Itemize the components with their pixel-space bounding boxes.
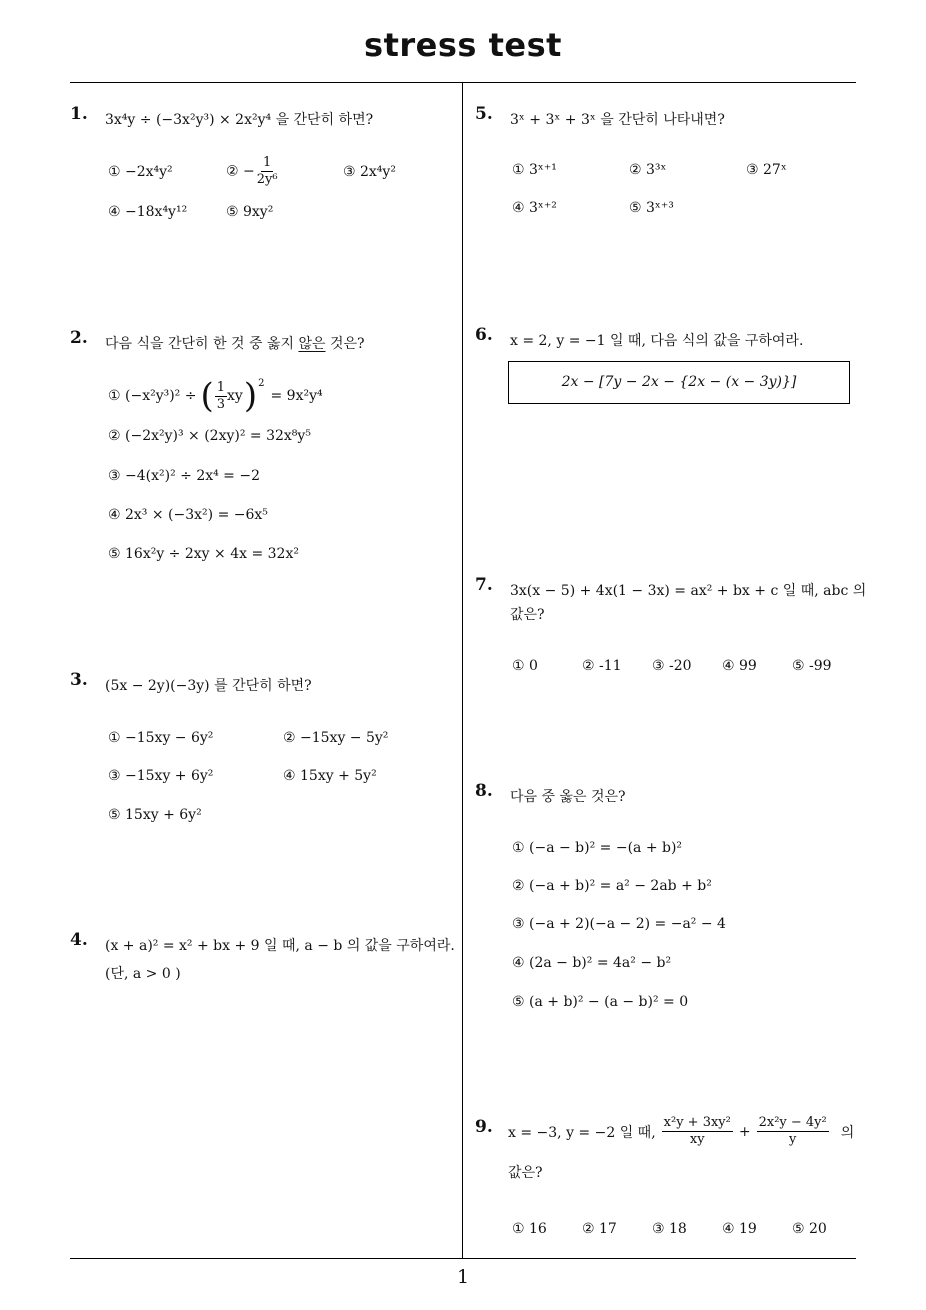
choice-3[interactable]: ③ 27ˣ [746, 162, 787, 178]
text-part: 의 [840, 1124, 855, 1141]
text-part: x = −3, y = −2 일 때, [508, 1124, 656, 1141]
exponent: 2 [258, 378, 265, 389]
question-text: 3x(x − 5) + 4x(1 − 3x) = ax² + bx + c 일 때, abc 의 [510, 583, 867, 599]
choice-1[interactable] [108, 376, 323, 416]
question-text [105, 330, 365, 358]
numerator: 1 [263, 155, 272, 170]
minus-sign: − [243, 163, 255, 180]
choice-4[interactable]: ④ (2a − b)² = 4a² − b² [512, 955, 672, 971]
expression-box: 2x − [7y − 2x − {2x − (x − 3y)}] [508, 361, 850, 404]
choice-3[interactable]: ③ −15xy + 6y² [108, 768, 214, 784]
text-part: 다음 식을 간단히 한 것 중 옳지 [105, 336, 299, 352]
question-number: 9. [475, 1117, 493, 1137]
numerator: 1 [216, 379, 226, 395]
question-text: 다음 중 옳은 것은? [510, 789, 626, 805]
choice-5[interactable]: ⑤ (a + b)² − (a − b)² = 0 [512, 994, 689, 1010]
left-paren: ( [200, 376, 214, 416]
choice-3[interactable]: ③ 2x⁴y² [343, 164, 396, 180]
choice-5[interactable]: ⑤ 20 [792, 1221, 827, 1237]
choice-2[interactable]: ② (−a + b)² = a² − 2ab + b² [512, 878, 712, 894]
fraction-2 [757, 1115, 829, 1148]
choice-1[interactable]: ① 16 [512, 1221, 547, 1237]
question-number: 6. [475, 325, 493, 345]
expr-part: = 9x²y⁴ [270, 388, 323, 404]
question-text: (5x − 2y)(−3y) 를 간단히 하면? [105, 678, 312, 694]
choice-3[interactable]: ③ -20 [652, 658, 692, 674]
choice-4[interactable]: ④ 99 [722, 658, 757, 674]
plus-sign: + [738, 1123, 751, 1140]
question-number: 7. [475, 575, 493, 595]
choice-5[interactable]: ⑤ 16x²y ÷ 2xy × 4x = 32x² [108, 546, 299, 562]
choice-3[interactable]: ③ 18 [652, 1221, 687, 1237]
choice-2[interactable]: ② 17 [582, 1221, 617, 1237]
denominator: xy [689, 1132, 705, 1147]
question-text: x = 2, y = −1 일 때, 다음 식의 값을 구하여라. [510, 333, 804, 349]
choice-1[interactable]: ① −15xy − 6y² [108, 730, 214, 746]
numerator: 2x²y − 4y² [758, 1115, 827, 1130]
choice-1[interactable]: ① 0 [512, 658, 538, 674]
choice-5[interactable]: ⑤ -99 [792, 658, 832, 674]
question-number: 1. [70, 104, 88, 124]
fraction [255, 155, 280, 188]
choice-5[interactable]: ⑤ 3ˣ⁺³ [629, 200, 674, 216]
question-number: 3. [70, 670, 88, 690]
page-number: 1 [456, 1266, 470, 1288]
choice-4[interactable]: ④ 15xy + 5y² [283, 768, 377, 784]
denominator: y [788, 1132, 797, 1147]
choice-4[interactable]: ④ 3ˣ⁺² [512, 200, 557, 216]
question-text-cont: 값은? [508, 1165, 543, 1181]
choice-5[interactable]: ⑤ 15xy + 6y² [108, 807, 202, 823]
fraction-1 [662, 1115, 733, 1148]
right-paren: ) [243, 376, 258, 416]
footer-rule [70, 1258, 856, 1259]
page-title: stress test [364, 26, 562, 64]
choice-3[interactable]: ③ (−a + 2)(−a − 2) = −a² − 4 [512, 916, 726, 932]
question-text [508, 1115, 854, 1148]
choice-4[interactable]: ④ 2x³ × (−3x²) = −6x⁵ [108, 507, 268, 523]
choice-2[interactable]: ② −15xy − 5y² [283, 730, 389, 746]
expr-part: xy [227, 388, 243, 404]
expr-part: ① (−x²y³)² ÷ [108, 388, 197, 404]
header-rule [70, 82, 856, 83]
numerator: x²y + 3xy² [663, 1115, 731, 1130]
choice-4[interactable]: ④ 19 [722, 1221, 757, 1237]
question-number: 5. [475, 104, 493, 124]
text-part: 것은? [325, 336, 365, 352]
question-text: 3x⁴y ÷ (−3x²y³) × 2x²y⁴ 을 간단히 하면? [105, 112, 374, 128]
question-number: 8. [475, 781, 493, 801]
question-note: (단, a > 0 ) [105, 966, 181, 982]
question-number: 2. [70, 328, 88, 348]
choice-2[interactable] [226, 155, 280, 188]
choice-2[interactable]: ② 3³ˣ [629, 162, 667, 178]
choice-1[interactable]: ① −2x⁴y² [108, 164, 173, 180]
choice-5[interactable]: ⑤ 9xy² [226, 204, 274, 220]
column-divider [462, 83, 463, 1259]
choice-3[interactable]: ③ −4(x²)² ÷ 2x⁴ = −2 [108, 468, 260, 484]
choice-marker: ② [226, 163, 239, 180]
question-text: (x + a)² = x² + bx + 9 일 때, a − b 의 값을 구하여라. [105, 938, 455, 954]
choice-2[interactable]: ② (−2x²y)³ × (2xy)² = 32x⁸y⁵ [108, 428, 311, 444]
question-text: 3ˣ + 3ˣ + 3ˣ 을 간단히 나타내면? [510, 112, 725, 128]
choice-4[interactable]: ④ −18x⁴y¹² [108, 204, 188, 220]
fraction [215, 380, 227, 413]
choice-1[interactable]: ① 3ˣ⁺¹ [512, 162, 557, 178]
question-text-cont: 값은? [510, 607, 545, 623]
question-number: 4. [70, 930, 88, 950]
underlined-word: 않은 [298, 336, 326, 352]
choice-2[interactable]: ② -11 [582, 658, 622, 674]
denominator: 2y⁶ [256, 172, 278, 187]
denominator: 3 [216, 396, 226, 412]
choice-1[interactable]: ① (−a − b)² = −(a + b)² [512, 840, 683, 856]
